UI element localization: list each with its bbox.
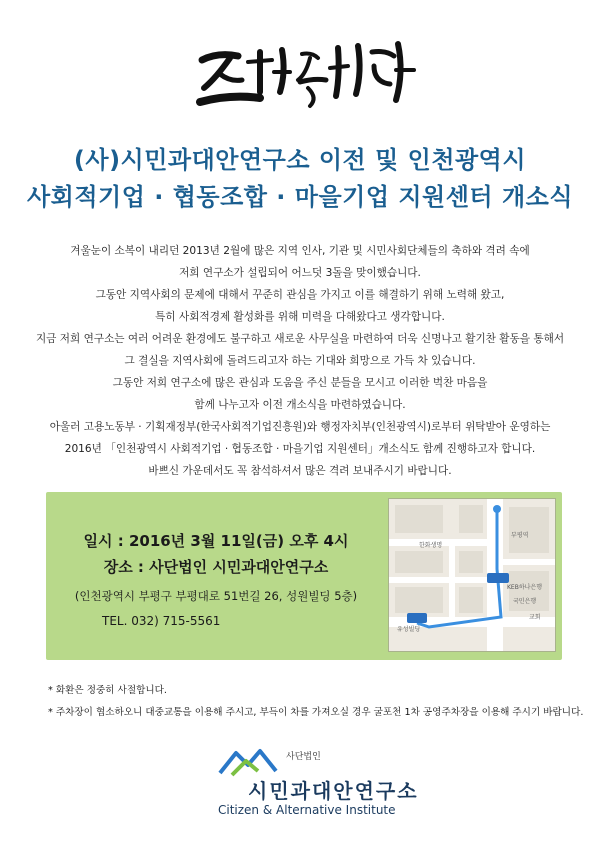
body-line: 겨울눈이 소복이 내리던 2013년 2월에 많은 지역 인사, 기관 및 시민사회단체들의 축하와 격려 속에 — [70, 245, 530, 257]
body-line: 함께 나누고자 이전 개소식을 마련하였습니다. — [194, 399, 406, 411]
invitation-body — [30, 240, 570, 482]
map-label-3: KEB하나은행 — [507, 584, 543, 591]
logo-subtitle: 사단법인 — [286, 752, 321, 762]
map-label-0: 한화생명 — [419, 542, 443, 549]
body-line: 저희 연구소가 설립되어 어느덧 3돌을 맞이했습니다. — [179, 267, 421, 279]
map-label-2: 유성빌딩 — [397, 626, 421, 633]
calligraphy-title — [190, 22, 420, 112]
map-label-5: 교회 — [529, 614, 541, 621]
event-venue: 장소 : 사단법인 시민과대안연구소 — [103, 558, 329, 576]
calligraphy-brush-art — [190, 22, 420, 112]
event-phone: TEL. 032) 715-5561 — [102, 614, 221, 628]
body-line: 아울러 고용노동부 · 기획재정부(한국사회적기업진흥원)와 행정자치부(인천광역시)로부터 위탁받아 운영하는 — [49, 421, 551, 433]
note-parking: * 주차장이 협소하오니 대중교통을 이용해 주시고, 부득이 차를 가져오실 경우 굴포천 1차 공영주차장을 이용해 주시기 바랍니다. — [48, 707, 584, 718]
note-flowers: * 화환은 정중히 사절합니다. — [48, 685, 167, 696]
event-date: 일시 : 2016년 3월 11일(금) 오후 4시 — [83, 532, 349, 550]
body-line: 지금 저희 연구소는 여러 어려운 환경에도 불구하고 새로운 사무실을 마련하여 더욱 신명나고 활기찬 활동을 통해서 — [35, 333, 565, 345]
map-graphic — [389, 499, 555, 651]
body-line: 바쁘신 가운데서도 꼭 참석하셔서 많은 격려 보내주시기 바랍니다. — [148, 465, 452, 477]
body-line: 그동안 저희 연구소에 많은 관심과 도움을 주신 분들을 모시고 이러한 벅찬 마음을 — [112, 377, 488, 389]
organization-logo — [218, 745, 418, 835]
map-label-4: 국민은행 — [513, 598, 537, 605]
location-map — [388, 498, 556, 652]
map-label-1: 부평역 — [511, 532, 529, 539]
body-line: 2016년 「인천광역시 사회적기업 · 협동조합 · 마을기업 지원센터」개소식도 함께 진행하고자 합니다. — [64, 443, 536, 455]
logo-english-name: Citizen & Alternative Institute — [218, 803, 396, 817]
notes — [48, 680, 583, 724]
logo-name: 시민과대안연구소 — [248, 779, 419, 803]
title-line-1: (사)시민과대안연구소 이전 및 인천광역시 — [73, 146, 527, 174]
mountain-logo-icon — [218, 745, 278, 777]
body-line: 그동안 지역사회의 문제에 대해서 꾸준히 관심을 가지고 이를 해결하기 위해 노력해 왔고, — [95, 289, 505, 301]
title-line-2: 사회적기업 · 협동조합 · 마을기업 지원센터 개소식 — [26, 183, 574, 211]
event-address: (인천광역시 부평구 부평대로 51번길 26, 성원빌딩 5층) — [74, 589, 358, 603]
body-line: 특히 사회적경제 활성화를 위해 미력을 다해왔다고 생각합니다. — [155, 311, 445, 323]
body-line: 그 결실을 지역사회에 돌려드리고자 하는 기대와 희망으로 가득 차 있습니다. — [124, 355, 476, 367]
